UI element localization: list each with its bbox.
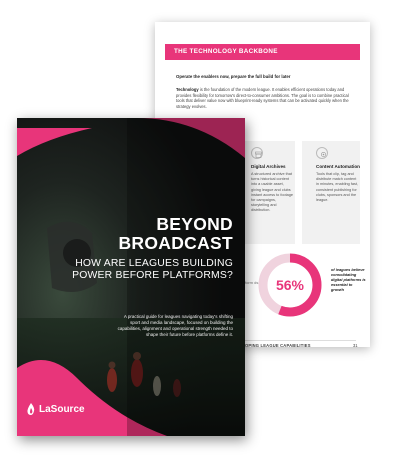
section-body bbox=[176, 87, 356, 109]
cover-subtitle-line-2: POWER BEFORE PLATFORMS? bbox=[72, 270, 233, 281]
cover-title-line-2: BROADCAST bbox=[118, 233, 233, 253]
section-body-keyword: Technology bbox=[176, 87, 199, 92]
partial-text: form ds. bbox=[245, 280, 260, 285]
section-header: THE TECHNOLOGY BACKBONE bbox=[165, 44, 360, 60]
cover-subtitle bbox=[33, 258, 233, 282]
capability-cards bbox=[237, 141, 365, 244]
page-number: 31 bbox=[353, 343, 358, 347]
cover-title-line-1: BEYOND bbox=[156, 214, 233, 234]
cover-subtitle-line-1: HOW ARE LEAGUES BUILDING bbox=[75, 258, 233, 269]
card-text: Tools that clip, tag and distribute match content in minutes, enabling fast, consistent publishing for clubs, sponsors and the league. bbox=[316, 172, 359, 203]
stat-value: 56% bbox=[275, 277, 305, 293]
card-content-automation bbox=[302, 141, 360, 244]
automation-icon bbox=[316, 147, 328, 159]
cover-title bbox=[118, 215, 233, 253]
cover-blurb: A practical guide for leagues navigating today's shifting sport and media landscape, focused on building the capabilities, alignment and operational strength needed to shape their future before platforms define it. bbox=[117, 314, 233, 337]
flame-icon bbox=[26, 403, 36, 415]
section-subhead: Operate the enablers now, prepare the full build for later bbox=[176, 74, 291, 79]
logo-text: LaSource bbox=[39, 403, 85, 415]
report-cover bbox=[17, 118, 245, 436]
card-digital-archives bbox=[237, 141, 295, 244]
card-title: Digital Archives bbox=[251, 164, 286, 169]
archive-icon bbox=[251, 147, 263, 159]
lasource-logo bbox=[26, 403, 85, 415]
section-body-text: is the foundation of the modern league. It enables efficient operations today and provides flexibility for tomorrow's direct-to-consumer ambitions. The goal is to combine practical tools that deliver value now with blueprint-ready systems that can be activated quickly when the strategy evolves. bbox=[176, 87, 349, 109]
card-title: Content Automation bbox=[316, 164, 360, 169]
card-text: A structured archive that turns historical content into a usable asset, giving league and clubs instant access to footage for campaigns, storytelling and distribution. bbox=[251, 172, 294, 213]
page-footer: OPING LEAGUE CAPABILITIES bbox=[245, 343, 311, 347]
stat-caption: of leagues believe consolidating digital platforms is essential to growth bbox=[331, 267, 366, 292]
